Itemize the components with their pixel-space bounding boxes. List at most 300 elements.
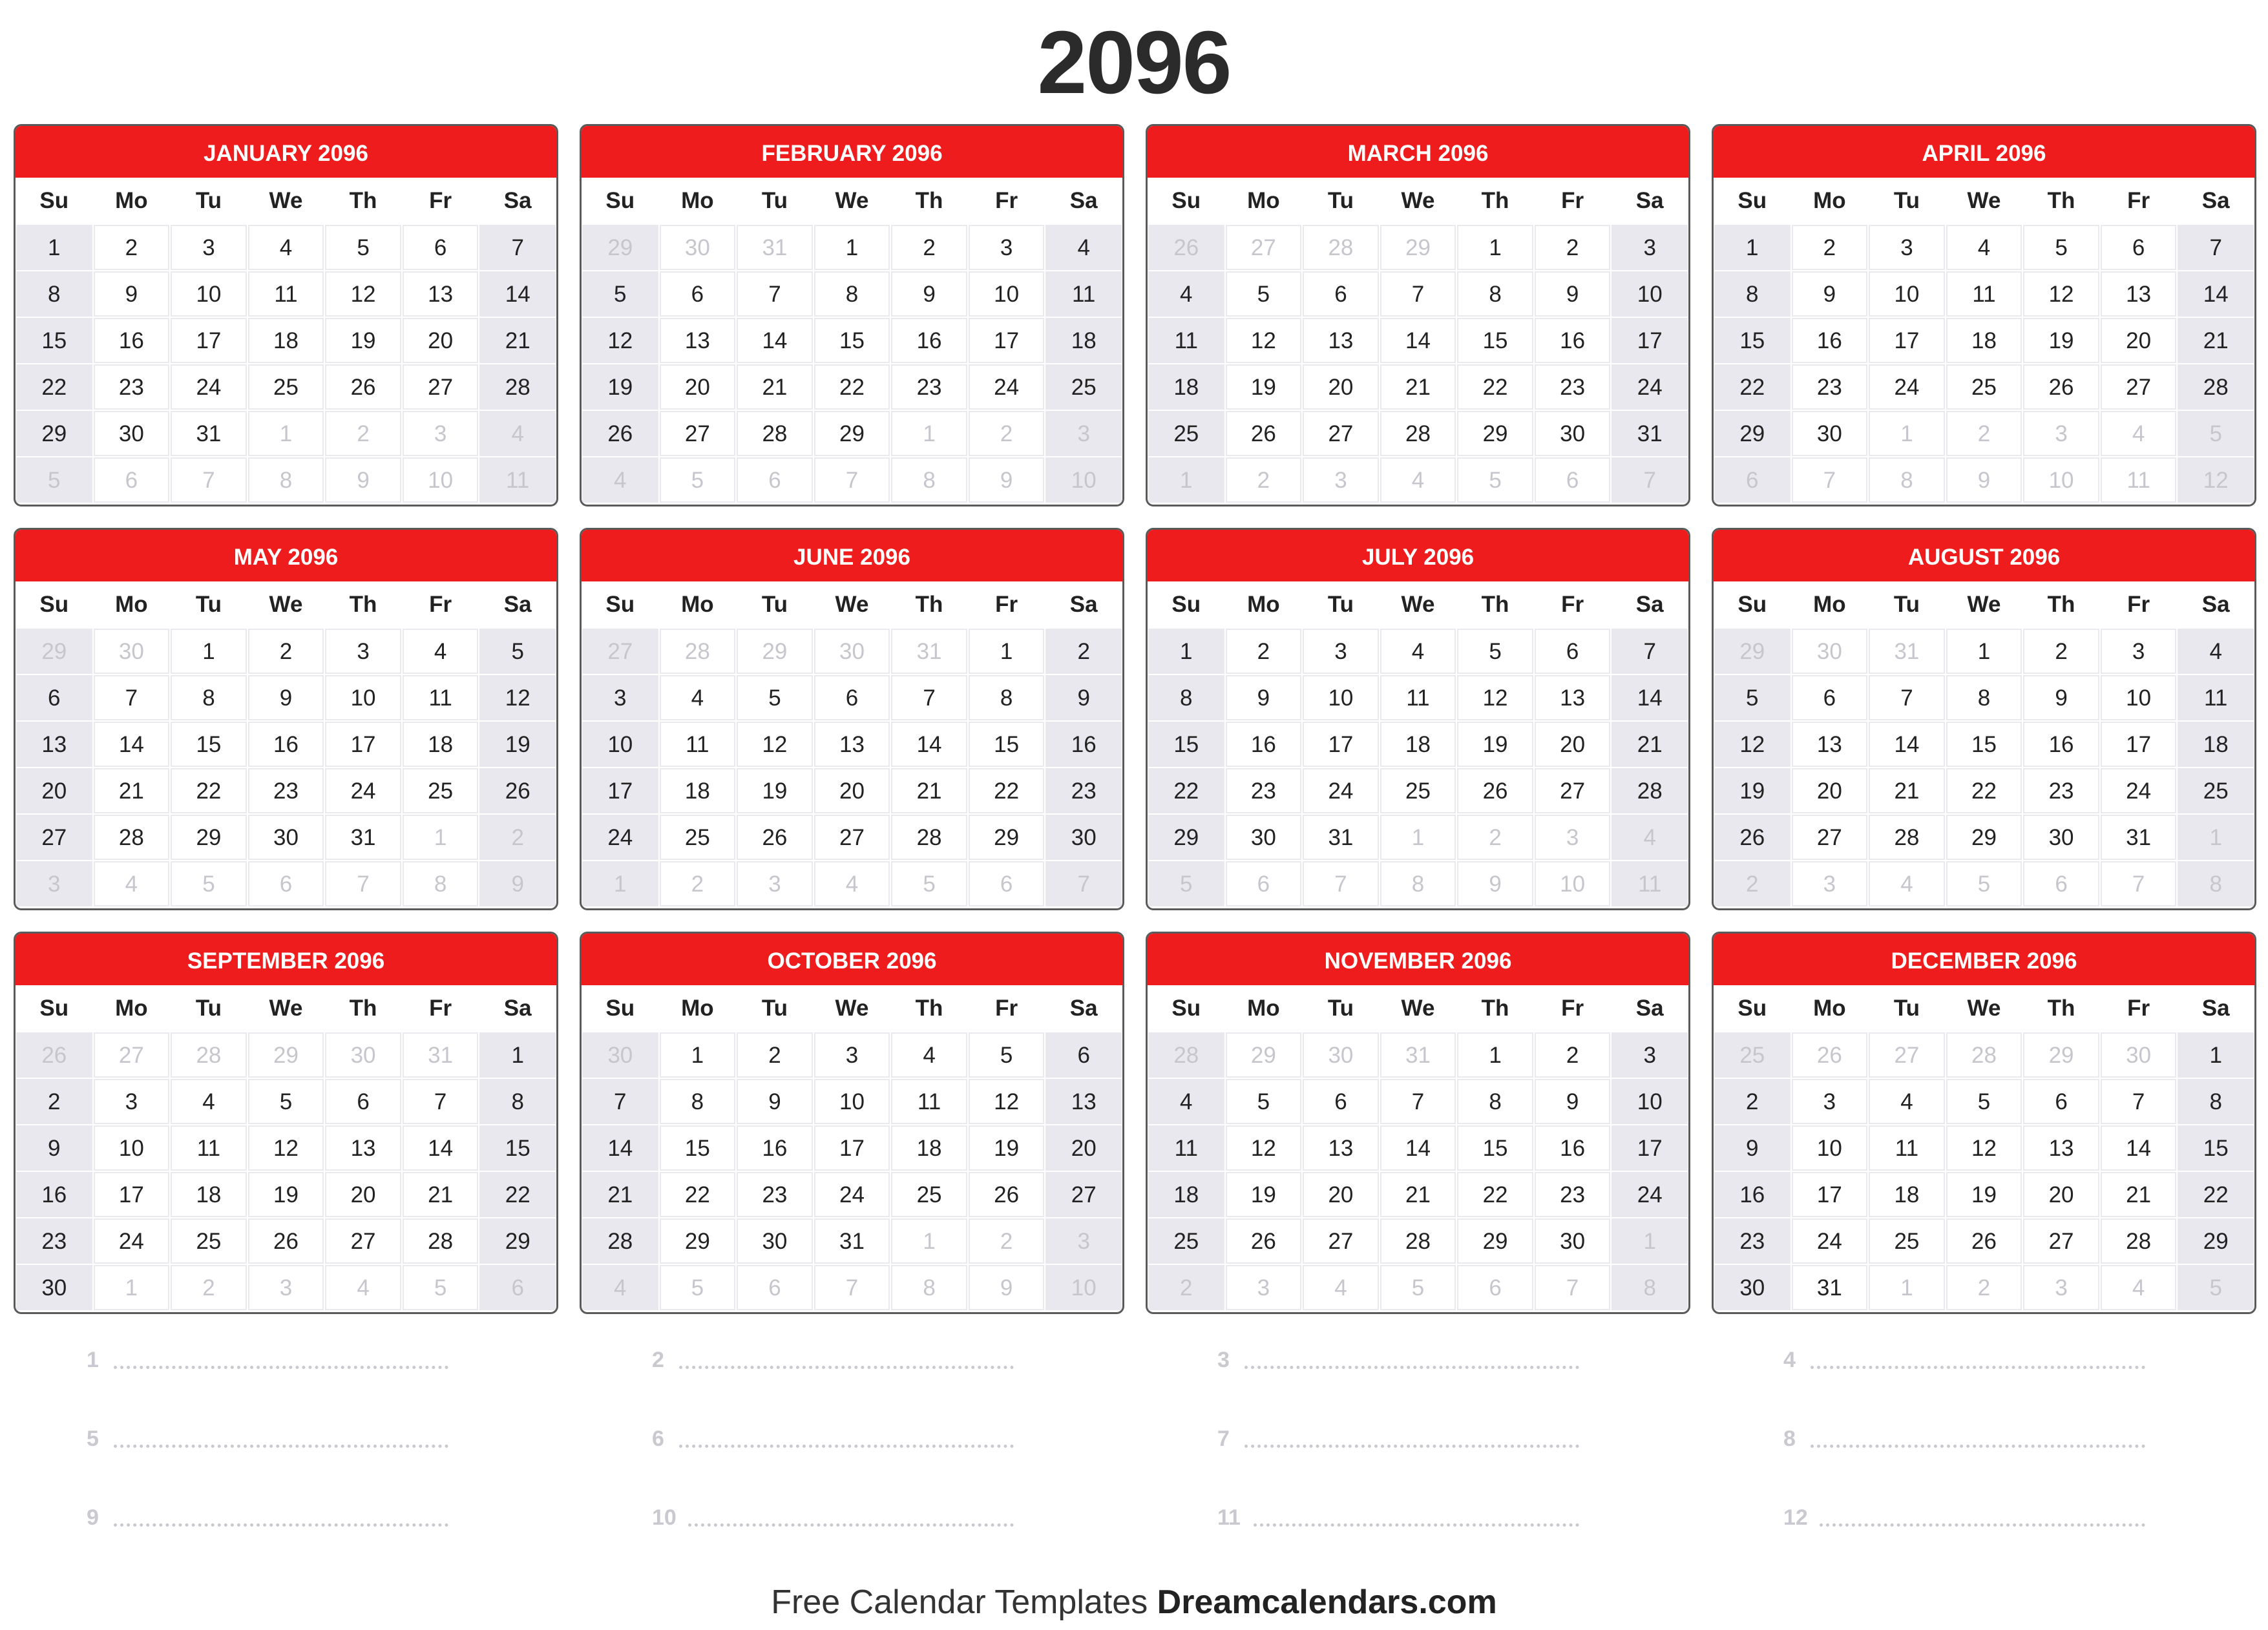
weekday-header: Su xyxy=(1171,996,1201,1021)
note-number: 4 xyxy=(1783,1348,1796,1372)
day-cell: 1 xyxy=(16,225,92,270)
day-cell: 29 xyxy=(1226,1032,1302,1078)
day-cell: 11 xyxy=(248,271,324,317)
day-cell: 8 xyxy=(1714,271,1790,317)
note-line[interactable] xyxy=(87,1344,474,1376)
note-line[interactable] xyxy=(1783,1423,2171,1455)
day-cell: 18 xyxy=(1869,1172,1945,1217)
day-cell: 4 xyxy=(2101,411,2177,456)
weekday-header: Tu xyxy=(761,592,788,617)
day-cell: 24 xyxy=(814,1172,890,1217)
day-cell: 8 xyxy=(1946,675,2022,720)
day-cell: 26 xyxy=(248,1218,324,1264)
month-card xyxy=(1712,932,2256,1314)
day-cell: 27 xyxy=(660,411,736,456)
day-cell: 6 xyxy=(660,271,736,317)
month-header: JULY 2096 xyxy=(1148,530,1688,581)
day-cell: 13 xyxy=(2023,1125,2099,1171)
weekday-header: Mo xyxy=(681,592,714,617)
day-cell: 16 xyxy=(1714,1172,1790,1217)
weekday-header: Sa xyxy=(2201,188,2230,213)
day-cell: 19 xyxy=(325,318,401,363)
weekday-header: Tu xyxy=(195,592,222,617)
day-cell: 11 xyxy=(1148,1125,1224,1171)
weekday-header: Su xyxy=(605,996,635,1021)
day-cell: 6 xyxy=(1303,1079,1379,1124)
day-cell: 2 xyxy=(1714,1079,1790,1124)
day-cell: 6 xyxy=(1535,457,1611,503)
day-cell: 11 xyxy=(660,722,736,767)
weekday-header: Th xyxy=(2047,996,2075,1021)
day-grid xyxy=(582,178,1122,503)
day-cell: 12 xyxy=(248,1125,324,1171)
day-cell: 5 xyxy=(2178,1265,2254,1310)
day-cell: 5 xyxy=(248,1079,324,1124)
day-cell: 23 xyxy=(1045,768,1122,813)
day-cell: 18 xyxy=(660,768,736,813)
day-cell: 6 xyxy=(479,1265,556,1310)
day-cell: 7 xyxy=(2178,225,2254,270)
day-cell: 27 xyxy=(1535,768,1611,813)
note-line[interactable] xyxy=(1783,1344,2171,1376)
day-cell: 17 xyxy=(969,318,1045,363)
day-cell: 5 xyxy=(969,1032,1045,1078)
day-cell: 10 xyxy=(94,1125,170,1171)
day-cell: 3 xyxy=(16,861,92,906)
day-cell: 13 xyxy=(325,1125,401,1171)
day-cell: 6 xyxy=(2101,225,2177,270)
day-cell: 7 xyxy=(1792,457,1868,503)
day-cell: 27 xyxy=(1303,411,1379,456)
day-cell: 14 xyxy=(891,722,967,767)
day-cell: 7 xyxy=(737,271,813,317)
day-cell: 4 xyxy=(1380,629,1456,674)
day-cell: 9 xyxy=(1535,271,1611,317)
weekday-header: We xyxy=(1967,996,2001,1021)
day-grid xyxy=(1148,178,1688,503)
day-cell: 29 xyxy=(1148,815,1224,860)
day-cell: 3 xyxy=(171,225,247,270)
day-cell: 26 xyxy=(1226,411,1302,456)
weekday-header: Sa xyxy=(2201,592,2230,617)
day-cell: 17 xyxy=(1612,1125,1688,1171)
month-card xyxy=(1712,124,2256,507)
day-cell: 13 xyxy=(1535,675,1611,720)
day-cell: 18 xyxy=(1148,1172,1224,1217)
day-cell: 31 xyxy=(1869,629,1945,674)
day-cell: 8 xyxy=(891,457,967,503)
day-cell: 5 xyxy=(660,457,736,503)
day-cell: 1 xyxy=(1869,411,1945,456)
day-cell: 26 xyxy=(969,1172,1045,1217)
day-cell: 26 xyxy=(325,364,401,410)
day-cell: 1 xyxy=(1714,225,1790,270)
note-line[interactable] xyxy=(1217,1423,1605,1455)
day-cell: 13 xyxy=(16,722,92,767)
day-cell: 27 xyxy=(1226,225,1302,270)
day-cell: 26 xyxy=(1714,815,1790,860)
day-cell: 25 xyxy=(403,768,479,813)
day-cell: 20 xyxy=(1792,768,1868,813)
day-cell: 4 xyxy=(814,861,890,906)
day-cell: 8 xyxy=(403,861,479,906)
note-line[interactable] xyxy=(87,1423,474,1455)
day-cell: 30 xyxy=(1792,411,1868,456)
day-cell: 30 xyxy=(94,629,170,674)
day-cell: 3 xyxy=(969,225,1045,270)
day-cell: 9 xyxy=(1714,1125,1790,1171)
day-cell: 27 xyxy=(814,815,890,860)
weekday-header: Fr xyxy=(2127,996,2150,1021)
day-cell: 2 xyxy=(1226,629,1302,674)
weekday-header: We xyxy=(1401,188,1435,213)
day-cell: 4 xyxy=(1869,861,1945,906)
weekday-header: Mo xyxy=(1247,996,1280,1021)
weekday-header: Su xyxy=(39,592,69,617)
day-cell: 6 xyxy=(1457,1265,1533,1310)
day-cell: 28 xyxy=(891,815,967,860)
day-cell: 1 xyxy=(969,629,1045,674)
day-cell: 19 xyxy=(2023,318,2099,363)
day-cell: 26 xyxy=(1148,225,1224,270)
day-cell: 5 xyxy=(1226,1079,1302,1124)
day-cell: 5 xyxy=(403,1265,479,1310)
day-cell: 20 xyxy=(1303,364,1379,410)
day-cell: 18 xyxy=(891,1125,967,1171)
day-cell: 14 xyxy=(403,1125,479,1171)
day-cell: 31 xyxy=(403,1032,479,1078)
day-cell: 3 xyxy=(1045,1218,1122,1264)
day-cell: 10 xyxy=(582,722,658,767)
day-cell: 28 xyxy=(737,411,813,456)
day-cell: 2 xyxy=(1457,815,1533,860)
day-cell: 26 xyxy=(16,1032,92,1078)
note-number: 8 xyxy=(1783,1426,1796,1451)
day-cell: 17 xyxy=(94,1172,170,1217)
day-cell: 29 xyxy=(1380,225,1456,270)
day-cell: 8 xyxy=(2178,1079,2254,1124)
day-cell: 2 xyxy=(1714,861,1790,906)
day-cell: 9 xyxy=(16,1125,92,1171)
day-grid xyxy=(16,985,556,1311)
day-cell: 4 xyxy=(2178,629,2254,674)
day-cell: 15 xyxy=(660,1125,736,1171)
day-cell: 6 xyxy=(94,457,170,503)
day-cell: 28 xyxy=(1869,815,1945,860)
dotted-line xyxy=(688,1523,1014,1527)
day-cell: 2 xyxy=(94,225,170,270)
day-cell: 21 xyxy=(1612,722,1688,767)
day-cell: 18 xyxy=(2178,722,2254,767)
day-cell: 21 xyxy=(1380,1172,1456,1217)
day-cell: 25 xyxy=(891,1172,967,1217)
day-cell: 3 xyxy=(248,1265,324,1310)
day-cell: 13 xyxy=(1792,722,1868,767)
month-card xyxy=(1712,528,2256,910)
day-cell: 15 xyxy=(1714,318,1790,363)
weekday-header: Fr xyxy=(995,592,1018,617)
day-cell: 21 xyxy=(479,318,556,363)
day-cell: 18 xyxy=(403,722,479,767)
day-cell: 22 xyxy=(171,768,247,813)
day-cell: 28 xyxy=(1380,411,1456,456)
day-cell: 1 xyxy=(248,411,324,456)
day-cell: 21 xyxy=(94,768,170,813)
day-cell: 22 xyxy=(16,364,92,410)
day-cell: 19 xyxy=(737,768,813,813)
day-cell: 14 xyxy=(1612,675,1688,720)
day-cell: 31 xyxy=(1380,1032,1456,1078)
day-cell: 3 xyxy=(94,1079,170,1124)
day-cell: 1 xyxy=(2178,1032,2254,1078)
day-cell: 16 xyxy=(1535,318,1611,363)
day-cell: 23 xyxy=(737,1172,813,1217)
day-cell: 31 xyxy=(891,629,967,674)
day-cell: 12 xyxy=(479,675,556,720)
weekday-header: Mo xyxy=(1813,188,1846,213)
day-grid xyxy=(1714,581,2254,907)
dotted-line xyxy=(1811,1445,2145,1448)
day-cell: 4 xyxy=(479,411,556,456)
day-cell: 1 xyxy=(1946,629,2022,674)
day-cell: 14 xyxy=(1380,1125,1456,1171)
day-cell: 27 xyxy=(2101,364,2177,410)
month-card xyxy=(1146,528,1690,910)
weekday-header: Th xyxy=(915,188,943,213)
day-cell: 15 xyxy=(814,318,890,363)
day-cell: 23 xyxy=(16,1218,92,1264)
day-cell: 12 xyxy=(325,271,401,317)
day-cell: 25 xyxy=(2178,768,2254,813)
day-cell: 30 xyxy=(325,1032,401,1078)
day-cell: 23 xyxy=(1226,768,1302,813)
day-cell: 4 xyxy=(660,675,736,720)
day-cell: 30 xyxy=(1226,815,1302,860)
day-cell: 28 xyxy=(94,815,170,860)
day-cell: 4 xyxy=(325,1265,401,1310)
day-cell: 29 xyxy=(660,1218,736,1264)
weekday-header: We xyxy=(1967,592,2001,617)
day-cell: 22 xyxy=(479,1172,556,1217)
month-card xyxy=(580,124,1124,507)
weekday-header: Fr xyxy=(429,592,452,617)
day-cell: 24 xyxy=(1612,1172,1688,1217)
day-cell: 6 xyxy=(1714,457,1790,503)
day-cell: 20 xyxy=(403,318,479,363)
day-cell: 4 xyxy=(1612,815,1688,860)
month-header: AUGUST 2096 xyxy=(1714,530,2254,581)
day-cell: 2 xyxy=(479,815,556,860)
day-cell: 15 xyxy=(16,318,92,363)
day-cell: 30 xyxy=(1792,629,1868,674)
weekday-header: Mo xyxy=(115,996,148,1021)
day-cell: 19 xyxy=(1226,364,1302,410)
day-cell: 19 xyxy=(582,364,658,410)
day-cell: 17 xyxy=(814,1125,890,1171)
weekday-header: We xyxy=(835,188,869,213)
day-cell: 25 xyxy=(1714,1032,1790,1078)
day-cell: 5 xyxy=(479,629,556,674)
day-cell: 5 xyxy=(737,675,813,720)
note-number: 3 xyxy=(1217,1348,1230,1372)
day-cell: 1 xyxy=(660,1032,736,1078)
weekday-header: Sa xyxy=(1069,592,1098,617)
day-cell: 7 xyxy=(1303,861,1379,906)
day-cell: 1 xyxy=(891,411,967,456)
weekday-header: Su xyxy=(605,188,635,213)
day-cell: 4 xyxy=(403,629,479,674)
day-cell: 24 xyxy=(94,1218,170,1264)
day-cell: 7 xyxy=(1869,675,1945,720)
day-cell: 30 xyxy=(248,815,324,860)
day-cell: 22 xyxy=(969,768,1045,813)
day-cell: 6 xyxy=(737,1265,813,1310)
day-cell: 7 xyxy=(1380,1079,1456,1124)
weekday-header: Fr xyxy=(995,188,1018,213)
day-cell: 6 xyxy=(2023,861,2099,906)
weekday-header: Tu xyxy=(195,996,222,1021)
day-cell: 29 xyxy=(248,1032,324,1078)
day-cell: 12 xyxy=(2178,457,2254,503)
footer-text: Free Calendar Templates xyxy=(771,1583,1157,1621)
day-cell: 18 xyxy=(248,318,324,363)
day-cell: 29 xyxy=(969,815,1045,860)
day-cell: 5 xyxy=(16,457,92,503)
day-cell: 27 xyxy=(403,364,479,410)
day-cell: 14 xyxy=(1869,722,1945,767)
day-cell: 25 xyxy=(660,815,736,860)
day-cell: 28 xyxy=(1946,1032,2022,1078)
day-cell: 4 xyxy=(1380,457,1456,503)
day-cell: 2 xyxy=(1535,1032,1611,1078)
day-cell: 30 xyxy=(737,1218,813,1264)
weekday-header: We xyxy=(835,996,869,1021)
day-cell: 1 xyxy=(171,629,247,674)
day-cell: 25 xyxy=(171,1218,247,1264)
note-line[interactable] xyxy=(1217,1501,1605,1534)
calendar-grid xyxy=(14,124,2256,1314)
day-cell: 20 xyxy=(16,768,92,813)
day-cell: 31 xyxy=(171,411,247,456)
weekday-header: Fr xyxy=(995,996,1018,1021)
day-cell: 24 xyxy=(969,364,1045,410)
day-cell: 16 xyxy=(2023,722,2099,767)
day-cell: 12 xyxy=(737,722,813,767)
day-cell: 25 xyxy=(1869,1218,1945,1264)
note-line[interactable] xyxy=(652,1501,1040,1534)
day-cell: 26 xyxy=(1457,768,1533,813)
day-cell: 5 xyxy=(1946,1079,2022,1124)
day-cell: 3 xyxy=(1045,411,1122,456)
day-cell: 17 xyxy=(1869,318,1945,363)
weekday-header: Su xyxy=(605,592,635,617)
day-cell: 29 xyxy=(2023,1032,2099,1078)
day-cell: 14 xyxy=(2101,1125,2177,1171)
footer-brand: Dreamcalendars.com xyxy=(1157,1583,1497,1621)
day-cell: 10 xyxy=(1869,271,1945,317)
day-cell: 11 xyxy=(479,457,556,503)
day-cell: 30 xyxy=(1045,815,1122,860)
dotted-line xyxy=(679,1366,1014,1369)
day-cell: 4 xyxy=(1148,271,1224,317)
day-cell: 5 xyxy=(1148,861,1224,906)
day-cell: 13 xyxy=(1303,318,1379,363)
weekday-header: Tu xyxy=(761,188,788,213)
weekday-header: Sa xyxy=(1069,188,1098,213)
month-header: APRIL 2096 xyxy=(1714,126,2254,178)
day-cell: 8 xyxy=(814,271,890,317)
day-cell: 8 xyxy=(1457,271,1533,317)
day-cell: 16 xyxy=(737,1125,813,1171)
day-cell: 10 xyxy=(1792,1125,1868,1171)
day-cell: 31 xyxy=(1612,411,1688,456)
weekday-header: Th xyxy=(1481,188,1509,213)
day-cell: 24 xyxy=(582,815,658,860)
day-cell: 15 xyxy=(2178,1125,2254,1171)
day-cell: 2 xyxy=(1535,225,1611,270)
day-cell: 6 xyxy=(325,1079,401,1124)
day-cell: 11 xyxy=(1045,271,1122,317)
note-line[interactable] xyxy=(87,1501,474,1534)
day-cell: 11 xyxy=(403,675,479,720)
note-line[interactable] xyxy=(1783,1501,2171,1534)
note-line[interactable] xyxy=(652,1423,1040,1455)
day-cell: 12 xyxy=(2023,271,2099,317)
note-line[interactable] xyxy=(652,1344,1040,1376)
day-cell: 26 xyxy=(582,411,658,456)
day-cell: 20 xyxy=(2101,318,2177,363)
day-cell: 8 xyxy=(2178,861,2254,906)
weekday-header: Th xyxy=(915,592,943,617)
day-cell: 2 xyxy=(1148,1265,1224,1310)
weekday-header: Su xyxy=(1738,996,1767,1021)
dotted-line xyxy=(1254,1523,1579,1527)
weekday-header: Sa xyxy=(1069,996,1098,1021)
day-cell: 5 xyxy=(1380,1265,1456,1310)
day-cell: 3 xyxy=(1535,815,1611,860)
day-cell: 1 xyxy=(1612,1218,1688,1264)
day-cell: 4 xyxy=(94,861,170,906)
day-cell: 22 xyxy=(1457,364,1533,410)
day-cell: 9 xyxy=(325,457,401,503)
day-cell: 7 xyxy=(2101,861,2177,906)
day-cell: 12 xyxy=(1457,675,1533,720)
note-number: 1 xyxy=(87,1348,99,1372)
weekday-header: Th xyxy=(1481,592,1509,617)
note-line[interactable] xyxy=(1217,1344,1605,1376)
day-cell: 5 xyxy=(1457,457,1533,503)
dotted-line xyxy=(1244,1445,1579,1448)
day-cell: 21 xyxy=(2101,1172,2177,1217)
day-cell: 8 xyxy=(171,675,247,720)
day-cell: 5 xyxy=(171,861,247,906)
weekday-header: We xyxy=(1967,188,2001,213)
day-cell: 21 xyxy=(403,1172,479,1217)
note-number: 2 xyxy=(652,1348,664,1372)
dotted-line xyxy=(114,1523,448,1527)
dotted-line xyxy=(114,1366,448,1369)
day-grid xyxy=(1148,985,1688,1311)
month-header: DECEMBER 2096 xyxy=(1714,934,2254,985)
day-cell: 3 xyxy=(2023,1265,2099,1310)
day-cell: 18 xyxy=(171,1172,247,1217)
day-cell: 3 xyxy=(403,411,479,456)
weekday-header: Su xyxy=(1738,592,1767,617)
day-cell: 24 xyxy=(171,364,247,410)
day-cell: 4 xyxy=(2101,1265,2177,1310)
day-cell: 29 xyxy=(1946,815,2022,860)
day-cell: 24 xyxy=(1869,364,1945,410)
